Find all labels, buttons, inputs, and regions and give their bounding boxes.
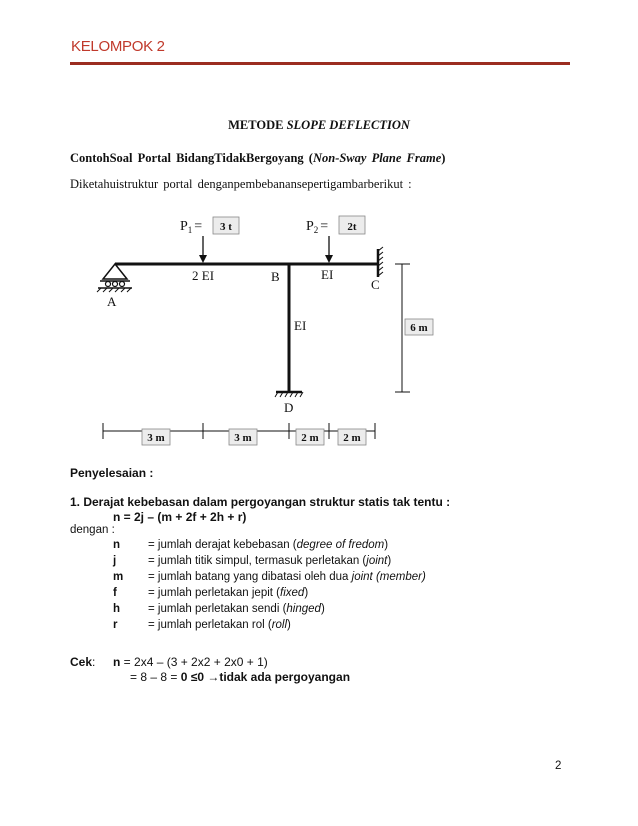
def-text: = jumlah titik simpul, termasuk perletakan (joint) bbox=[148, 555, 392, 567]
check-line: Cek: bbox=[70, 655, 96, 669]
height-label: 6 m bbox=[410, 322, 428, 334]
roller-support-a bbox=[97, 264, 132, 292]
def-text: = jumlah batang yang dibatasi oleh dua joint (member) bbox=[148, 571, 426, 583]
def-text: = jumlah derajat kebebasan (degree of fredom) bbox=[148, 539, 389, 551]
header-title: KELOMPOK 2 bbox=[71, 38, 165, 55]
span-3-label: 2 m bbox=[301, 432, 319, 444]
with-label: dengan : bbox=[70, 524, 115, 536]
load-arrow-2 bbox=[325, 236, 333, 263]
frame-diagram bbox=[90, 205, 460, 455]
def-symbol: j bbox=[113, 555, 117, 567]
page-number: 2 bbox=[555, 760, 562, 772]
def-symbol: m bbox=[113, 571, 124, 583]
def-symbol: f bbox=[113, 587, 117, 599]
def-text: = jumlah perletakan sendi (hinged) bbox=[148, 603, 325, 615]
load-1-value: 3 t bbox=[220, 221, 232, 233]
example-suffix: ) bbox=[441, 151, 446, 165]
header-rule bbox=[70, 62, 570, 65]
title-prefix: METODE bbox=[228, 118, 287, 132]
example-heading bbox=[70, 151, 445, 166]
span-1-label: 3 m bbox=[147, 432, 165, 444]
def-symbol: n bbox=[113, 539, 121, 551]
def-symbol: r bbox=[113, 619, 118, 631]
title-method: SLOPE DEFLECTION bbox=[286, 118, 410, 132]
step-1-heading: 1. Derajat kebebasan dalam pergoyangan struktur statis tak tentu : bbox=[70, 495, 451, 509]
check-expression: n = 2x4 – (3 + 2x2 + 2x0 + 1) bbox=[113, 655, 268, 669]
stiffness-bd: EI bbox=[294, 318, 307, 333]
def-symbol: h bbox=[113, 603, 121, 615]
frame-figure bbox=[90, 205, 460, 460]
stiffness-bc: EI bbox=[321, 267, 334, 282]
def-text: = jumlah perletakan jepit (fixed) bbox=[148, 587, 309, 599]
node-a-label: A bbox=[107, 294, 117, 309]
span-4-label: 2 m bbox=[343, 432, 361, 444]
stiffness-ab: 2 EI bbox=[192, 268, 215, 283]
example-prefix: ContohSoal Portal BidangTidakBergoyang ( bbox=[70, 151, 313, 165]
fixed-support-c bbox=[378, 247, 383, 277]
load-2-value: 2t bbox=[347, 221, 357, 233]
load-1-label: $P_1$ = bbox=[180, 219, 203, 235]
section-title bbox=[0, 118, 638, 133]
node-c-label: C bbox=[371, 277, 380, 292]
formula: n = 2j – (m + 2f + 2h + r) bbox=[113, 510, 247, 524]
given-text: Diketahuistruktur portal denganpembebanansepertigambarberikut : bbox=[70, 177, 412, 191]
solution-heading: Penyelesaian : bbox=[70, 466, 154, 480]
load-2-label: $P_2$ = bbox=[306, 219, 329, 235]
load-arrow-1 bbox=[199, 236, 207, 263]
node-d-label: D bbox=[284, 400, 294, 415]
span-2-label: 3 m bbox=[234, 432, 252, 444]
fixed-support-d bbox=[275, 392, 303, 397]
def-text: = jumlah perletakan rol (roll) bbox=[148, 619, 291, 631]
check-result: = 8 – 8 = 0 ≤0 →tidak ada pergoyangan bbox=[130, 670, 351, 684]
node-b-label: B bbox=[271, 269, 280, 284]
example-italic: Non-Sway Plane Frame bbox=[312, 151, 442, 165]
